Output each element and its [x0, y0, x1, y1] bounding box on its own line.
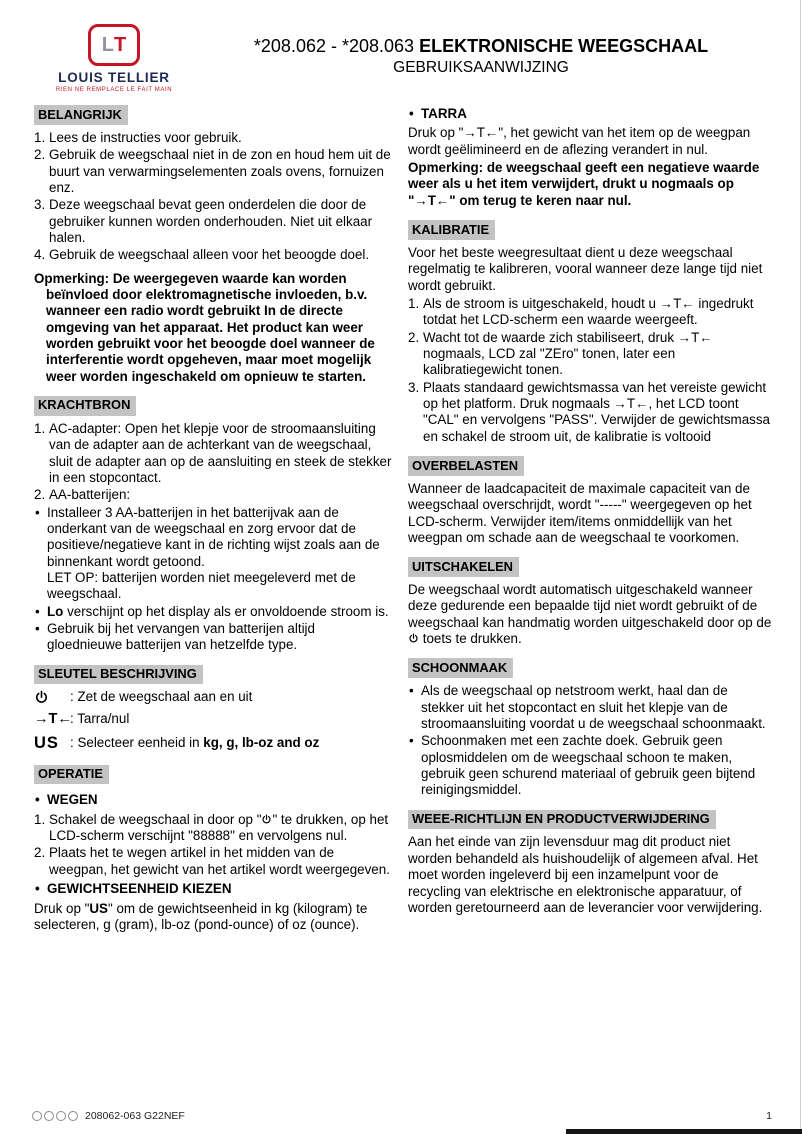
tare-icon: →T←: [34, 710, 72, 727]
section-header-sleutel: SLEUTEL BESCHRIJVING: [34, 665, 203, 685]
list-item: Plaats het te wegen artikel in het midden van de weegpan, het gewicht van het artikel wordt weergegeven.: [49, 845, 390, 877]
kalibratie-list: [408, 296, 772, 445]
list-item: Als de stroom is uitgeschakeld, houdt u →T← ingedrukt totdat het LCD-scherm een waarde weergeeft.: [423, 295, 754, 328]
belangrijk-list: [34, 130, 392, 264]
subsection-tarra: • TARRA: [408, 106, 772, 122]
section-header-weee: WEEE-RICHTLIJN EN PRODUCTVERWIJDERING: [408, 810, 716, 830]
section-header-operatie: OPERATIE: [34, 765, 109, 785]
print-registration-circles: [32, 1111, 78, 1121]
section-krachtbron: [34, 394, 392, 654]
brand-name: LOUIS TELLIER: [58, 70, 170, 85]
gewichtseenheid-paragraph: [34, 901, 392, 934]
right-column: [408, 103, 772, 942]
display-code-lo: Lo: [47, 603, 64, 619]
louis-tellier-logo: [40, 24, 188, 93]
page-header: [0, 0, 802, 95]
kalibratie-intro: Voor het beste weegresultaat dient u deze weegschaal regelmatig te kalibreren, vooral wanneer deze lange tijd niet wordt gebruikt.: [408, 244, 763, 293]
registration-circle-icon: [68, 1111, 78, 1121]
logo-monogram-badge: [88, 24, 140, 66]
list-item: • Als de weegschaal op netstroom werkt, haal dan de stekker uit het stopcontact en sluit het klepje van de stroomaansluiting voordat u de weegschaal schoonmaakt.: [408, 683, 772, 732]
list-item: [34, 604, 392, 620]
list-item: AC-adapter: Open het klepje voor de stroomaansluiting van de adapter aan de achterkant van de weegschaal, sluit de adapter aan op de aansluiting en steek de stekker in een stopcontact.: [49, 420, 392, 485]
key-symbol-cell: [34, 711, 70, 729]
brand-tagline: RIEN NE REMPLACE LE FAIT MAIN: [55, 87, 173, 93]
section-header-uitschakelen: UITSCHAKELEN: [408, 557, 519, 577]
registration-circle-icon: [44, 1111, 54, 1121]
key-description: : Zet de weegschaal aan en uit: [70, 689, 253, 705]
tarra-note: Opmerking: de weegschaal geeft een negatieve waarde weer als u het item verwijdert, drukt u nogmaals op "→T←" om terug te keren naar nul.: [408, 160, 760, 208]
section-belangrijk: [34, 103, 392, 385]
list-item: Gebruik de weegschaal alleen voor het beoogde doel.: [49, 247, 370, 263]
section-sleutel-beschrijving: [34, 663, 392, 754]
unit-button-label: US: [34, 734, 59, 753]
key-row-unit: [34, 733, 392, 753]
document-code: 208062-063 G22NEF: [85, 1110, 185, 1122]
paragraph-text: " om de gewichtseenheid in kg (kilogram) te selecteren, g (gram), lb-oz (pond-ounce) of oz (ounce).: [34, 900, 368, 932]
list-item: • Schoonmaken met een zachte doek. Gebruik geen oplosmiddelen om de weegschaal schoon te maken, gebruik geen schurend materiaal of gebruik geen bijtend reinigingsmiddel.: [408, 733, 772, 798]
step-text: Schakel de weegschaal in door op ": [49, 811, 262, 827]
list-item: Gebruik de weegschaal niet in de zon en houd hem uit de buurt van verwarmingselementen zoals ovens, fornuizen enz.: [49, 147, 391, 195]
section-header-belangrijk: BELANGRIJK: [34, 105, 128, 125]
product-name: ELEKTRONISCHE WEEGSCHAAL: [419, 36, 709, 56]
list-item: • Gebruik bij het vervangen van batterijen altijd gloednieuwe batterijen van hetzelfde type.: [34, 621, 392, 654]
list-item: Plaats standaard gewichtsmassa van het vereiste gewicht op het platform. Druk nogmaals →T←, het LCD toont "CAL" en vervolgens "PASS". Verwijder de gewichtsmassa en schakel de stroom uit, de kalibratie is voltooid: [423, 379, 770, 444]
page-footer: [32, 1110, 772, 1122]
key-symbol-cell: [34, 733, 70, 753]
key-description: : Tarra/nul: [70, 711, 130, 727]
left-column: [34, 103, 392, 942]
registration-circle-icon: [56, 1111, 66, 1121]
power-icon: [261, 814, 272, 825]
bullet-text: verschijnt op het display als er onvoldoende stroom is.: [63, 603, 389, 619]
unit-button-label: US: [89, 900, 108, 916]
section-weee: [408, 808, 772, 917]
wegen-list: [34, 812, 392, 878]
section-header-kalibratie: KALIBRATIE: [408, 220, 495, 240]
key-row-tare: [34, 711, 392, 729]
section-header-overbelasten: OVERBELASTEN: [408, 456, 524, 476]
subsection-gewichtseenheid: • GEWICHTSEENHEID KIEZEN: [34, 881, 392, 897]
key-row-power: [34, 689, 392, 705]
document-title: [188, 36, 774, 57]
step-text: " te drukken, op het LCD-scherm verschijnt "88888" en vervolgens nul.: [49, 811, 389, 844]
section-schoonmaak: [408, 656, 772, 798]
list-item: [34, 505, 392, 603]
logo-letter-l: L: [101, 33, 114, 56]
unit-list: kg, g, lb-oz and oz: [203, 735, 320, 751]
power-icon: [34, 690, 49, 705]
section-uitschakelen: [408, 555, 772, 647]
paragraph-text: Druk op ": [34, 900, 90, 916]
key-description: [70, 735, 319, 751]
registration-circle-icon: [32, 1111, 42, 1121]
bullet-text-caution: LET OP: batterijen worden niet meegeleverd met de weegschaal.: [47, 569, 356, 602]
key-symbol-cell: [34, 690, 70, 705]
weee-paragraph: Aan het einde van zijn levensduur mag dit product niet worden behandeld als huishoudelijk of algemeen afval. Het moet worden ingeleverd bij een inzamelpunt voor de recycling van elektrische en elektronische apparatuur, of worden geretourneerd aan de leverancier voor verwijdering.: [408, 834, 763, 915]
subsection-wegen: • WEGEN: [34, 792, 392, 808]
paragraph-text: De weegschaal wordt automatisch uitgeschakeld wanneer deze gedurende een bepaalde tijd niet wordt gebruikt of de weegschaal kan handmatig worden uitgeschakeld door op de: [408, 582, 772, 630]
section-overbelasten: [408, 454, 772, 546]
uitschakelen-paragraph: [408, 582, 772, 647]
document-subtitle: GEBRUIKSAANWIJZING: [393, 59, 569, 76]
scan-artifact-bar: [566, 1129, 802, 1134]
key-description-text: : Selecteer eenheid in: [70, 735, 204, 751]
model-numbers: *208.062 - *208.063: [253, 36, 415, 56]
section-header-schoonmaak: SCHOONMAAK: [408, 658, 513, 678]
scan-edge-line: [800, 0, 801, 1134]
section-header-krachtbron: KRACHTBRON: [34, 396, 136, 416]
bullet-text: Installeer 3 AA-batterijen in het batterijvak aan de onderkant van de weegschaal en zorg ervoor dat de positieve/negatieve kant in de richting wijst zoals aan de binnenkant wordt getoond.: [47, 504, 380, 569]
list-item: AA-batterijen:: [49, 487, 131, 503]
list-item: [34, 812, 392, 845]
two-column-body: [0, 95, 802, 942]
overbelasten-paragraph: Wanneer de laadcapaciteit de maximale capaciteit van de weegschaal overschrijdt, wordt "-----" weergegeven op het LCD-scherm. Verwijder item/items onmiddellijk van het weegpan om schade aan de weegschaal te voorkomen.: [408, 480, 752, 545]
section-kalibratie: [408, 218, 772, 445]
paragraph-text: toets te drukken.: [419, 631, 522, 647]
list-item: Lees de instructies voor gebruik.: [49, 129, 242, 145]
belangrijk-note: Opmerking: De weergegeven waarde kan worden beïnvloed door elektromagnetische invloeden, b.v. wanneer een radio wordt gebruikt In de directe omgeving van het apparaat. Het product kan weer worden gebruikt voor het beoogde doel wanneer de interferentie wordt opgeheven, maar moet mogelijk weer worden ingeschakeld om opnieuw te starten.: [34, 270, 375, 384]
document-title-block: [188, 24, 774, 77]
power-icon: [408, 633, 419, 644]
krachtbron-list: [34, 421, 392, 504]
tarra-paragraph: Druk op "→T←", het gewicht van het item op de weegpan wordt geëlimineerd en de aflezing verandert in nul.: [408, 125, 751, 157]
list-item: Deze weegschaal bevat geen onderdelen die door de gebruiker kunnen worden onderhouden. Niet uit elkaar halen.: [49, 197, 373, 245]
section-tarra: [408, 106, 772, 209]
list-item: Wacht tot de waarde zich stabiliseert, druk →T← nogmaals, LCD zal "ZEro" tonen, later een kalibratiegewicht tonen.: [423, 329, 713, 378]
section-operatie: [34, 763, 392, 934]
logo-letter-t: T: [114, 33, 127, 56]
page-number: 1: [766, 1110, 772, 1122]
